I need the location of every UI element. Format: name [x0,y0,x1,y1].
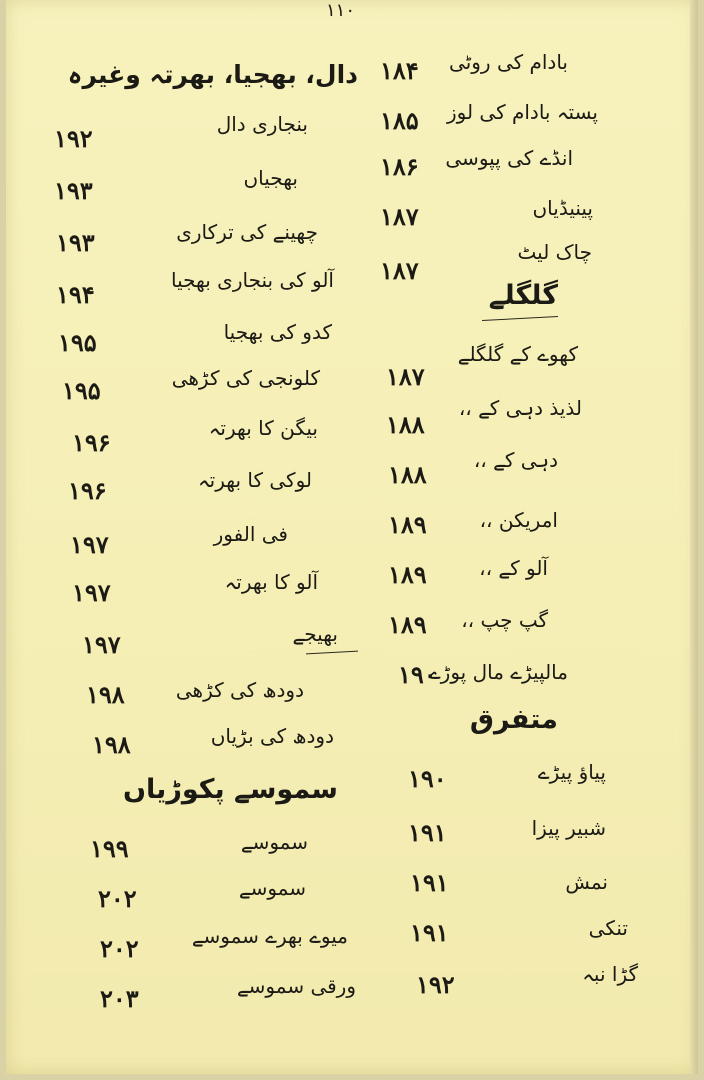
index-entry-label: لذیذ دہی کے ،، [458,396,582,420]
index-entry-page: ۱۸۸ [386,410,425,439]
section-heading-daal: دال، بھجیا، بھرتہ وغیرہ [67,60,358,89]
index-entry-page: ۱۹۲ [54,124,93,153]
index-entry-page: ۱۹۱ [410,918,449,947]
page-edge [690,0,698,1074]
index-entry-page: ۱۸۵ [380,106,419,135]
index-entry-label: بھجیاں [243,166,298,190]
section-heading-samose: سموسے پکوڑیاں [123,774,338,805]
index-entry-page: ۱۹۴ [56,280,95,309]
index-entry-label: چھینے کی ترکاری [176,220,318,244]
index-entry-page: ۱۸۸ [388,460,427,489]
index-entry-page: ۲۰۲ [98,884,137,913]
heading-underline [482,316,558,321]
index-entry-page: ۱۸۹ [388,560,427,589]
index-entry-page: ۱۹۷ [82,630,121,659]
index-entry-label: آلو کی بنجاری بھجیا [171,268,334,292]
index-entry-label: بادام کی روٹی [449,50,568,74]
index-entry-page: ۱۹۵ [58,328,97,357]
index-entry-page: ۱۹۰ [408,764,447,793]
index-entry-page: ۱۹۵ [62,376,101,405]
index-entry-label: پیاؤ پیڑے [537,760,606,784]
index-entry-page: ۱۸۷ [386,362,425,391]
index-entry-page: ۱۹۱ [410,868,449,897]
index-entry-label: کدو کی بھجیا [223,320,332,344]
index-entry-page: ۱۹۲ [416,970,455,999]
index-entry-label: گڑا نبہ [582,962,638,986]
index-entry-label: چاک لیٹ [517,240,592,264]
section-heading-galgale: گلگلے [488,280,558,311]
section-heading-mutafarriq: متفرق [469,704,558,735]
index-entry-label: کھوے کے گلگلے [457,342,578,366]
index-entry-page: ۱۸۶ [380,152,419,181]
index-entry-page: ۲۰۲ [100,934,139,963]
index-entry-label: تنکی [588,916,628,940]
index-entry-page: ۱۹۶ [72,428,111,457]
index-entry-label: سموسے [238,876,306,900]
index-entry-label: پستہ بادام کی لوز [446,100,598,124]
index-entry-label: میوے بھرے سموسے [191,924,348,948]
index-entry-page: ۱۹۰ [398,660,437,689]
entry-underline [306,651,358,655]
index-entry-label: فی الفور [213,522,288,546]
index-entry-label: پینیڈیاں [532,196,593,220]
index-entry-label: بھیجے [292,622,338,646]
index-entry-page: ۲۰۳ [100,984,139,1013]
index-entry-page: ۱۹۳ [54,176,93,205]
index-entry-page: ۱۹۹ [90,834,129,863]
index-entry-label: انڈے کی پپوسی [445,146,573,170]
index-entry-label: ورقی سموسے [236,974,356,998]
index-entry-label: بنجاری دال [216,112,308,136]
index-entry-label: دودھ کی بڑیاں [210,724,334,748]
index-entry-page: ۱۸۷ [380,202,419,231]
index-entry-label: لوکی کا بھرتہ [197,468,312,492]
index-entry-label: نمش [565,870,608,894]
index-entry-label: بیگن کا بھرتہ [208,416,318,440]
index-entry-page: ۱۹۱ [408,818,447,847]
index-entry-label: مالپیڑے مال پوڑے [428,660,568,684]
index-entry-page: ۱۹۷ [70,530,109,559]
index-entry-page: ۱۸۹ [388,610,427,639]
index-entry-label: کلونجی کی کڑھی [171,366,320,390]
index-page [6,0,698,1074]
index-entry-page: ۱۸۹ [388,510,427,539]
index-entry-page: ۱۸۴ [380,56,419,85]
index-entry-label: آلو کا بھرتہ [224,570,318,594]
index-entry-label: آلو کے ،، [479,556,548,580]
index-entry-page: ۱۹۷ [72,578,111,607]
index-entry-label: شبیر پیزا [531,816,606,840]
index-entry-label: امریکن ،، [479,508,558,532]
index-entry-page: ۱۹۸ [92,730,131,759]
index-entry-label: سموسے [240,830,308,854]
index-entry-page: ۱۹۶ [68,476,107,505]
index-entry-label: گپ چپ ،، [461,608,548,632]
index-entry-label: دہی کے ،، [473,448,558,472]
page-number: ۱۱۰ [326,0,356,21]
index-entry-page: ۱۸۷ [380,256,419,285]
index-entry-label: دودھ کی کڑھی [175,678,304,702]
index-entry-page: ۱۹۸ [86,680,125,709]
index-entry-page: ۱۹۳ [56,228,95,257]
